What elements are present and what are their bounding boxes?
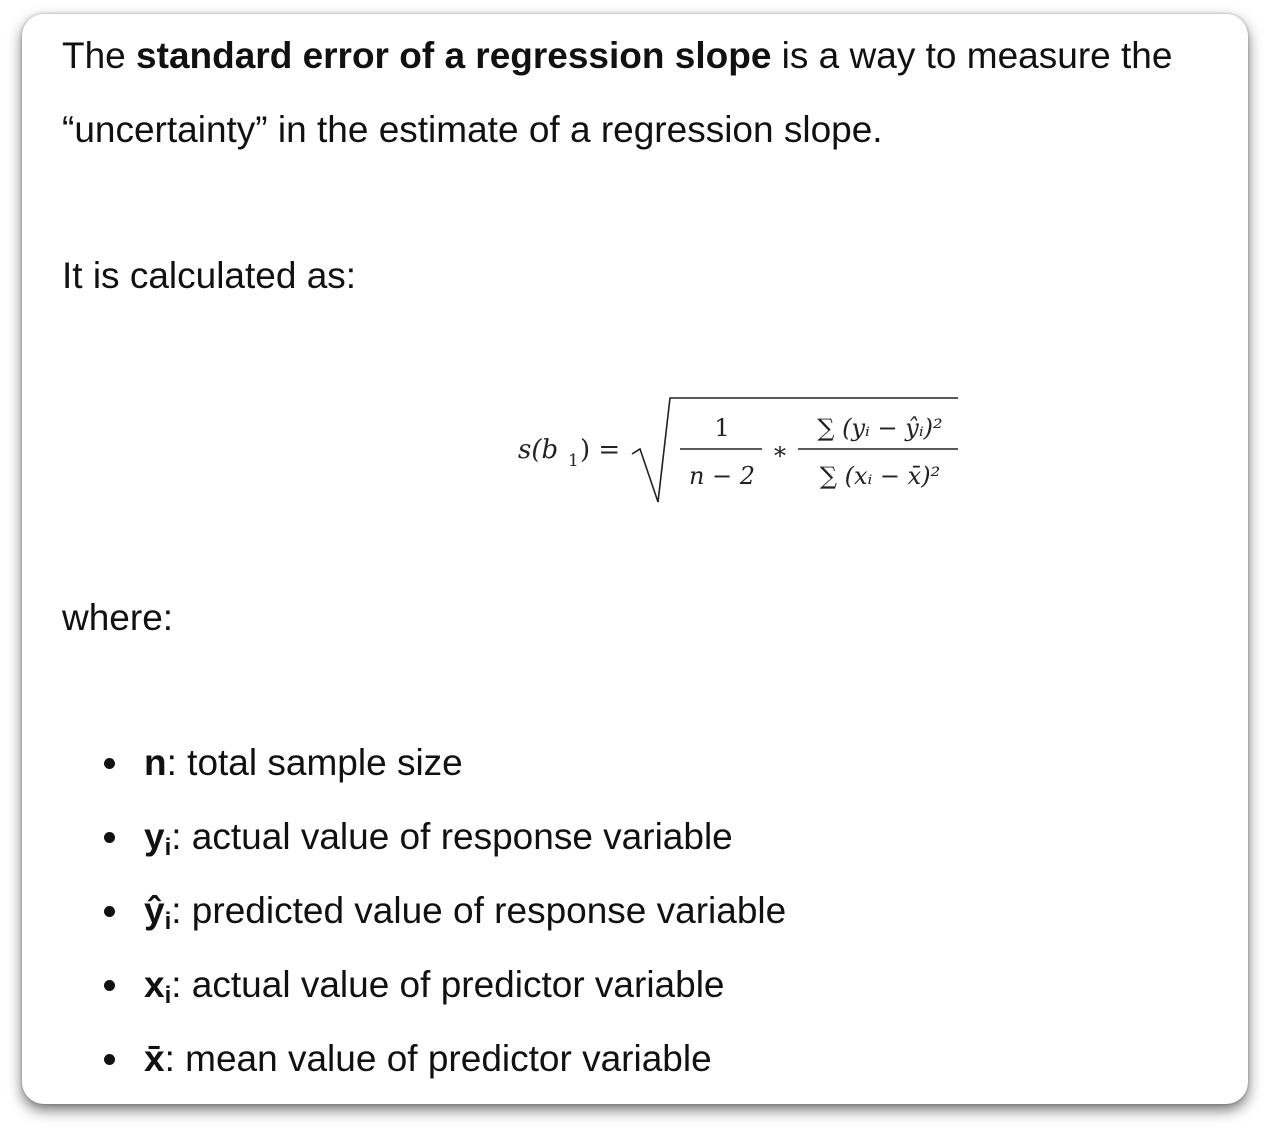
fraction2-numerator: ∑ (yᵢ − ŷᵢ)² [817,414,943,442]
definition-list [104,726,786,1096]
bullet-icon [104,1054,115,1065]
definition-symbol [144,742,167,783]
times-operator: * [774,442,786,470]
standard-error-formula [518,394,958,504]
definition-item [104,874,786,948]
definition-symbol-main: ŷ [144,890,165,931]
definition-description: : total sample size [166,742,463,783]
formula-svg [518,394,958,504]
definition-item [104,800,786,874]
calc-label: It is calculated as: [62,255,357,296]
definition-symbol-main: x̄ [144,1038,165,1079]
intro-suffix: is a way to measure the “uncertainty” in the estimate of a regression slope. [62,35,1173,150]
intro-prefix: The [62,35,137,76]
definition-description: : actual value of predictor variable [171,964,725,1005]
definition-symbol-subscript: i [164,982,172,1009]
definition-description: : predicted value of response variable [171,890,787,931]
intro-term: standard error of a regression slope [136,35,772,76]
definition-symbol [144,890,172,935]
definition-symbol-main: n [144,742,167,783]
definition-symbol [144,816,172,861]
formula-lhs-close: ) = [580,435,621,465]
definition-description: : actual value of response variable [171,816,733,857]
definition-symbol-main: x [144,964,165,1005]
bullet-icon [104,832,115,843]
bullet-icon [104,906,115,917]
formula-lhs: s(b [518,435,559,465]
definition-item [104,1022,786,1096]
fraction1-numerator: 1 [714,414,730,442]
definition-symbol-subscript: i [164,834,172,861]
definition-symbol [144,964,172,1009]
content-card [22,14,1248,1104]
definition-item [104,726,786,800]
fraction1-denominator: n − 2 [688,462,756,490]
definition-symbol-main: y [144,816,165,857]
definition-symbol [144,1038,165,1079]
fraction2-denominator: ∑ (xᵢ − x̄)² [819,462,941,490]
definition-symbol-subscript: i [164,908,172,935]
definition-item [104,948,786,1022]
formula-lhs-sub: 1 [568,451,579,471]
intro-paragraph [62,19,1222,167]
where-label: where: [62,597,174,638]
bullet-icon [104,758,115,769]
definition-description: : mean value of predictor variable [164,1038,712,1079]
bullet-icon [104,980,115,991]
